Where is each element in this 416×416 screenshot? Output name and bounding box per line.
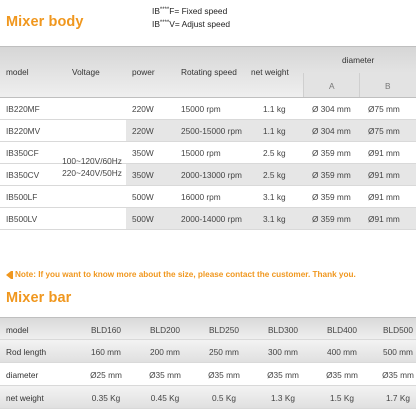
table-row: Rod length 160 mm 200 mm 250 mm 300 mm 400 mm 500 mm (0, 340, 416, 363)
table-row: IB220MV 220W 2500-15000 rpm 1.1 kg Ø 304 mm Ø75 mm (0, 120, 416, 142)
table-row: IB500LF 500W 16000 rpm 3.1 kg Ø 359 mm Ø91 mm (0, 186, 416, 208)
mixer-bar-title: Mixer bar (6, 290, 72, 306)
table-row: IB220MF 220W 15000 rpm 1.1 kg Ø 304 mm Ø75 mm (0, 98, 416, 120)
note-marker-icon (11, 271, 13, 279)
header-model: model (6, 67, 29, 77)
header-diameter-a: A (329, 81, 335, 91)
header-net-weight: net weight (251, 67, 289, 77)
table-row: net weight 0.35 Kg 0.45 Kg 0.5 Kg 1.3 Kg 1.5 Kg 1.7 Kg (0, 386, 416, 409)
table-row: diameter Ø25 mm Ø35 mm Ø35 mm Ø35 mm Ø35 mm Ø35 mm (0, 363, 416, 386)
header-power: power (132, 67, 155, 77)
header-rotating-speed: Rotating speed (181, 67, 237, 77)
header-diameter-b: B (385, 81, 391, 91)
table-row: IB350CV 350W 2000-13000 rpm 2.5 kg Ø 359 mm Ø91 mm (0, 164, 416, 186)
legend-fixed: IB****F= Fixed speed (152, 6, 228, 16)
table-row: IB350CF 350W 15000 rpm 2.5 kg Ø 359 mm Ø91 mm (0, 142, 416, 164)
mixer-body-title: Mixer body (6, 14, 84, 30)
mixer-body-table (0, 46, 416, 224)
table-row: model BLD160 BLD200 BLD250 BLD300 BLD400 BLD500 (0, 317, 416, 340)
mixer-body-header (0, 46, 416, 98)
legend-adjust: IB****V= Adjust speed (152, 18, 231, 29)
size-note: Note: If you want to know more about the size, please contact the customer. Thank you. (0, 268, 416, 282)
table-row: IB500LV 500W 2000-14000 rpm 3.1 kg Ø 359 mm Ø91 mm (0, 208, 416, 230)
voltage-cell: 100~120V/60Hz 220~240V/50Hz (62, 156, 122, 178)
speed-legend (152, 5, 230, 30)
header-voltage: Voltage (72, 67, 100, 77)
header-diameter: diameter (342, 55, 375, 65)
